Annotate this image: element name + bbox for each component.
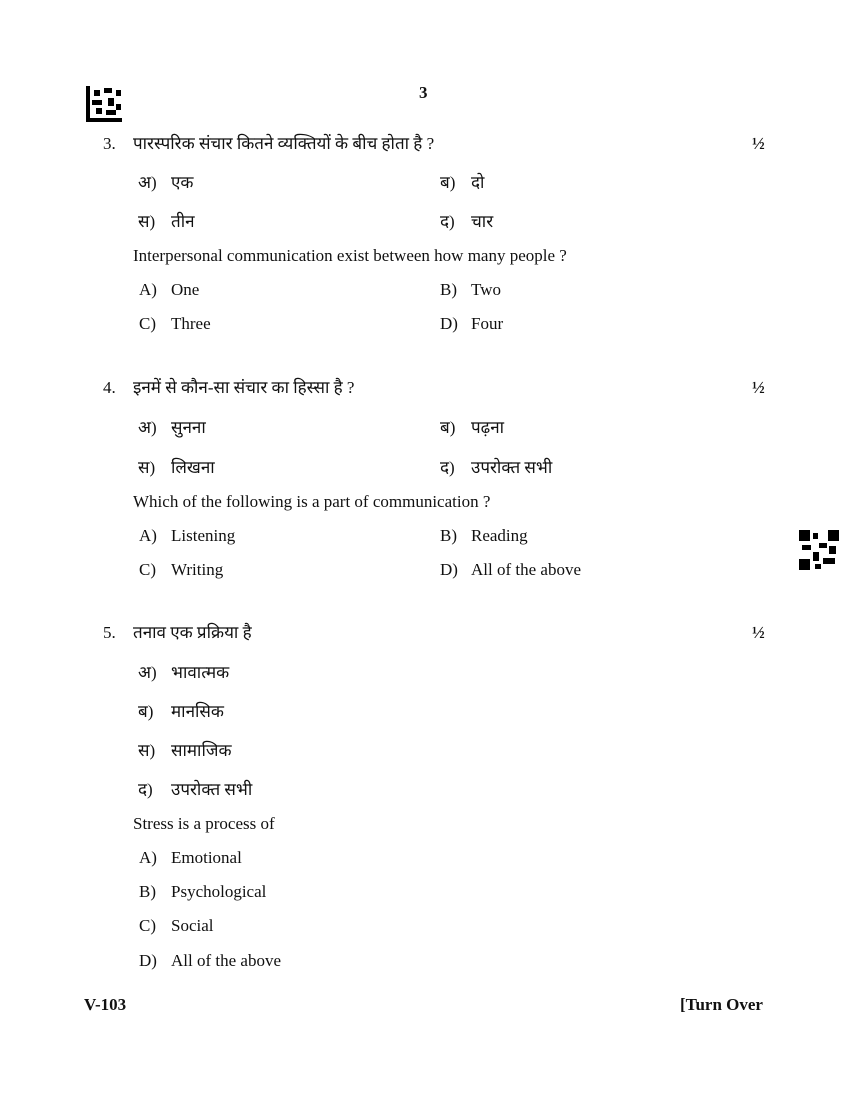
option-label: अ) [138,418,157,437]
option-text: Three [171,314,211,333]
question-number: 3. [103,134,116,153]
option-text: Emotional [171,848,242,867]
paper-code: V-103 [84,995,127,1014]
option-label: द) [440,458,455,477]
question-hindi: पारस्परिक संचार कितने व्यक्तियों के बीच होता है ? [133,134,435,153]
qr-code [799,530,839,570]
option-text: लिखना [171,458,215,477]
option-label: D) [139,951,157,970]
question-hindi: तनाव एक प्रक्रिया है [133,623,252,642]
option-text: Listening [171,526,236,545]
option-label: ब) [440,418,456,437]
marks: ½ [752,623,765,642]
option-label: D) [440,314,458,333]
question-english: Stress is a process of [133,814,275,833]
option-text: Two [471,280,501,299]
option-text: Four [471,314,504,333]
option-label: D) [440,560,458,579]
question-english: Which of the following is a part of communication ? [133,492,491,511]
option-label: ब) [138,702,154,721]
option-label: B) [440,526,457,545]
option-text: सुनना [171,418,206,437]
option-label: स) [138,458,156,477]
option-label: द) [440,212,455,231]
option-label: B) [440,280,457,299]
option-text: Social [171,916,214,935]
question-number: 4. [103,378,116,397]
option-text: भावात्मक [171,663,230,682]
option-text: All of the above [171,951,281,970]
option-text: One [171,280,200,299]
option-label: C) [139,916,156,935]
option-text: तीन [171,212,195,231]
page-number: 3 [419,83,428,102]
datamatrix-code [86,86,122,122]
option-label: स) [138,741,156,760]
question-number: 5. [103,623,116,642]
option-label: A) [139,526,157,545]
option-text: सामाजिक [171,741,232,760]
option-label: स) [138,212,156,231]
option-label: B) [139,882,156,901]
option-text: Writing [171,560,224,579]
option-text: Reading [471,526,528,545]
option-label: द) [138,780,153,799]
turn-over-label: [Turn Over [680,995,763,1014]
option-label: ब) [440,173,456,192]
option-label: A) [139,280,157,299]
option-label: A) [139,848,157,867]
option-text: उपरोक्त सभी [471,458,553,477]
option-text: मानसिक [171,702,224,721]
option-text: पढ़ना [471,418,505,437]
option-text: एक [171,173,194,192]
question-hindi: इनमें से कौन-सा संचार का हिस्सा है ? [133,378,355,397]
option-text: Psychological [171,882,267,901]
option-label: अ) [138,663,157,682]
option-text: उपरोक्त सभी [171,780,253,799]
marks: ½ [752,134,765,153]
option-text: All of the above [471,560,581,579]
option-label: C) [139,314,156,333]
marks: ½ [752,378,765,397]
question-english: Interpersonal communication exist between how many people ? [133,246,567,265]
option-text: चार [471,212,494,231]
option-label: अ) [138,173,157,192]
option-label: C) [139,560,156,579]
option-text: दो [471,173,485,192]
